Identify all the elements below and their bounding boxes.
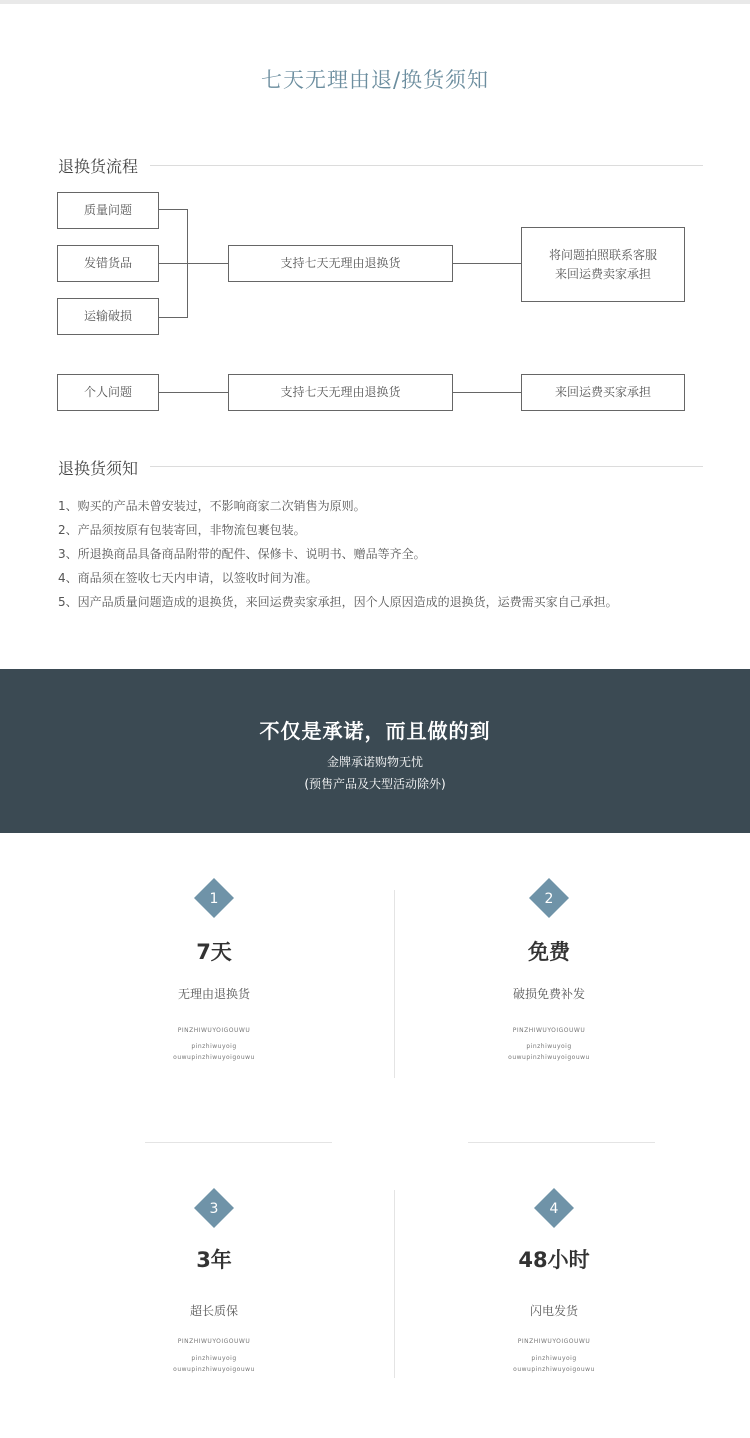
section-divider — [150, 466, 703, 467]
horizontal-divider — [145, 1142, 332, 1143]
connector-line — [159, 263, 229, 264]
section-divider — [150, 165, 703, 166]
feature-number: 3 — [209, 1201, 219, 1217]
result-box-seller — [521, 227, 685, 302]
notice-list — [58, 494, 618, 614]
reason-box-personal — [57, 374, 159, 411]
number-diamond-icon — [194, 1188, 234, 1228]
banner-note: (预售产品及大型活动除外) — [304, 777, 446, 791]
horizontal-divider — [468, 1142, 655, 1143]
feature-card-4 — [464, 1188, 644, 1378]
feature-caption: ouwupinzhiwuyoigouwu — [513, 1366, 595, 1373]
reason-box-quality — [57, 192, 159, 229]
feature-number: 2 — [544, 891, 554, 907]
number-diamond-icon — [529, 878, 569, 918]
support-box — [228, 374, 453, 411]
feature-caption: pinzhiwuyoig — [191, 1043, 237, 1050]
vertical-divider — [394, 1190, 395, 1378]
reason-label: 个人问题 — [83, 385, 132, 399]
feature-caption: PINZHIWUYOIGOUWU — [512, 1027, 586, 1034]
feature-number: 1 — [209, 891, 219, 907]
reason-box-transport-damage — [57, 298, 159, 335]
feature-card-3 — [124, 1188, 304, 1378]
feature-card-2 — [459, 878, 639, 1068]
page-title: 七天无理由退/换货须知 — [260, 68, 490, 92]
feature-caption: pinzhiwuyoig — [191, 1355, 237, 1362]
feature-label: 破损免费补发 — [512, 987, 585, 1001]
feature-card-1 — [124, 878, 304, 1068]
connector-line — [187, 209, 188, 318]
top-divider — [0, 0, 750, 4]
number-diamond-icon — [534, 1188, 574, 1228]
notice-heading: 退换货须知 — [58, 456, 146, 479]
reason-label: 发错货品 — [83, 256, 132, 270]
result-line: 来回运费卖家承担 — [554, 266, 651, 281]
feature-number: 4 — [549, 1201, 559, 1217]
feature-title: 3年 — [196, 1248, 232, 1272]
number-diamond-icon — [194, 878, 234, 918]
feature-caption: pinzhiwuyoig — [531, 1355, 577, 1362]
feature-title: 7天 — [196, 940, 232, 964]
promise-banner — [0, 669, 750, 833]
feature-caption: ouwupinzhiwuyoigouwu — [173, 1054, 255, 1061]
banner-subtitle: 金牌承诺购物无忧 — [326, 755, 423, 769]
banner-title: 不仅是承诺，而且做的到 — [259, 719, 491, 743]
connector-line — [453, 263, 522, 264]
feature-caption: PINZHIWUYOIGOUWU — [177, 1338, 251, 1345]
connector-line — [159, 392, 229, 393]
feature-caption: pinzhiwuyoig — [526, 1043, 572, 1050]
connector-line — [159, 317, 188, 318]
reason-label: 运输破损 — [83, 309, 132, 323]
notice-item: 3、所退换商品具备商品附带的配件、保修卡、说明书、赠品等齐全。 — [58, 547, 426, 561]
result-line: 来回运费买家承担 — [554, 385, 651, 399]
feature-label: 超长质保 — [189, 1304, 238, 1318]
feature-label: 无理由退换货 — [177, 987, 250, 1001]
reason-box-wrong-item — [57, 245, 159, 282]
support-label: 支持七天无理由退换货 — [280, 256, 401, 270]
feature-title: 免费 — [528, 940, 570, 964]
result-box-buyer — [521, 374, 685, 411]
feature-caption: ouwupinzhiwuyoigouwu — [173, 1366, 255, 1373]
feature-caption: PINZHIWUYOIGOUWU — [177, 1027, 251, 1034]
support-box — [228, 245, 453, 282]
result-line: 将问题拍照联系客服 — [548, 247, 657, 262]
notice-item: 1、购买的产品未曾安装过，不影响商家二次销售为原则。 — [58, 499, 366, 513]
reason-label: 质量问题 — [83, 203, 132, 217]
vertical-divider — [394, 890, 395, 1078]
support-label: 支持七天无理由退换货 — [280, 385, 401, 399]
process-heading: 退换货流程 — [58, 154, 146, 177]
notice-item: 2、产品须按原有包装寄回，非物流包裹包装。 — [58, 523, 306, 537]
feature-label: 闪电发货 — [529, 1304, 578, 1318]
connector-line — [159, 209, 188, 210]
connector-line — [453, 392, 522, 393]
feature-title: 48小时 — [518, 1248, 590, 1272]
feature-caption: ouwupinzhiwuyoigouwu — [508, 1054, 590, 1061]
notice-item: 5、因产品质量问题造成的退换货，来回运费卖家承担，因个人原因造成的退换货，运费需买家自己承担。 — [58, 595, 618, 609]
notice-item: 4、商品须在签收七天内申请，以签收时间为准。 — [58, 571, 318, 585]
feature-caption: PINZHIWUYOIGOUWU — [517, 1338, 591, 1345]
